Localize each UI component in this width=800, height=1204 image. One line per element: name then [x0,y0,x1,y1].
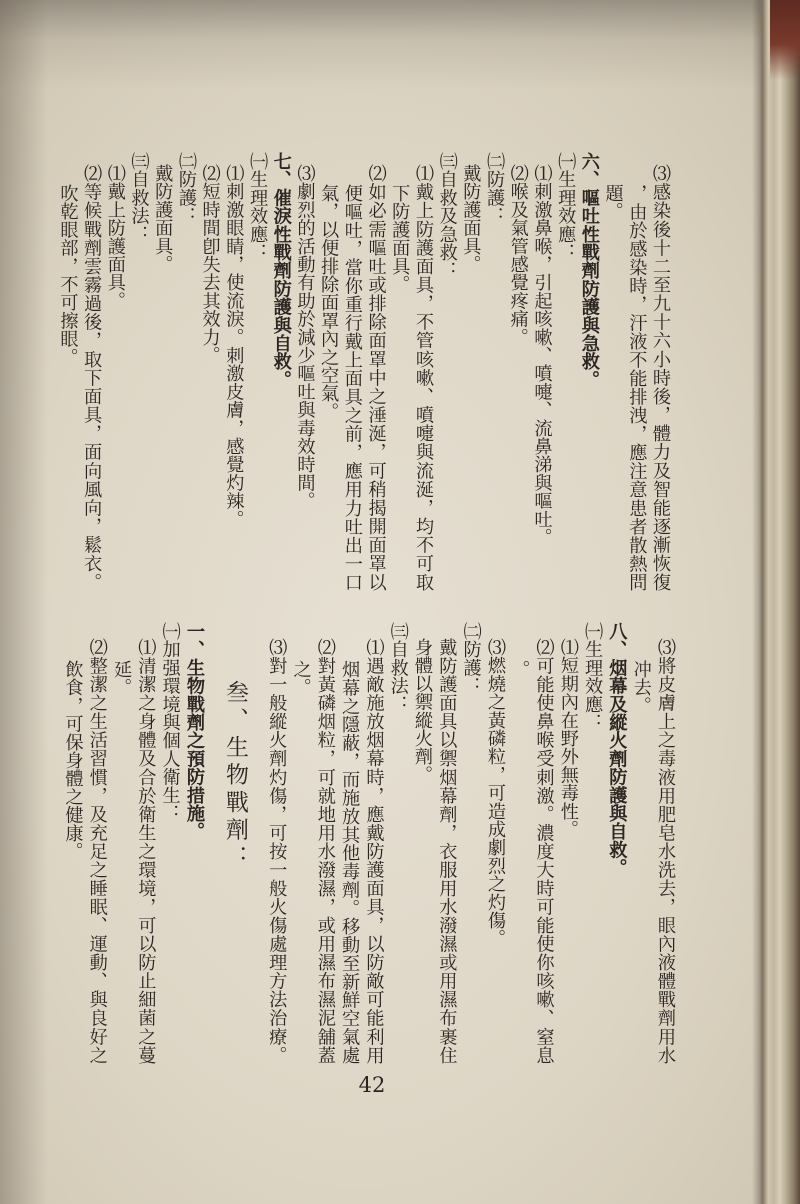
continuation-line: 飲食，可保身體之健康。 [62,660,84,861]
continuation-line: 氣，以便排除面罩內之空氣。 [318,184,340,421]
list-item-line: ⑵可能使鼻喉受刺激。濃度大時可能使你咳嗽、窒息 [533,638,555,1064]
subsection-label: ㈢自救法： [128,152,150,243]
subsection-label: ㈠加强環境與個人衛生： [159,622,181,823]
continuation-line: 。 [509,660,531,679]
continuation-line: 之。 [290,660,312,697]
subsection-label: ㈡防護： [484,152,506,225]
continuation-line: ，由於感染時，汗液不能排洩，應注意患者散熱問 [626,184,648,591]
list-item-line: ⑴刺激鼻喉，引起咳嗽、噴嚏、流鼻涕與嘔吐。 [531,164,553,547]
continuation-line: 下防護面具。 [389,184,411,294]
list-item-line: ⑴戴上防護面具。 [104,164,126,310]
list-item-line: ⑶對一般縱火劑灼傷，可按一般火傷處理方法治療。 [266,638,288,1064]
lower-text-block [60,620,677,1064]
chapter-heading: 叁、生物戰劑： [221,680,248,873]
subsection-label: ㈠生理效應： [247,152,269,262]
subsection-label: ㈠生理效應： [555,152,577,262]
list-item-line: ⑴遇敵施放烟幕時，應戴防護面具，以防敵可能利用 [363,638,385,1064]
list-item-line: ⑶燃燒之黃磷粒，可造成劇烈之灼傷。 [484,638,506,948]
page-number: 42 [358,1073,386,1097]
list-item-line: ⑵短時間卽失去其效力。 [199,164,221,365]
continuation-line: 延。 [111,660,133,697]
list-item-line: ⑵喉及氣管感覺疼痛。 [507,164,529,346]
continuation-line: 題。 [602,184,624,221]
subsection-label: ㈢自救法： [387,622,409,713]
list-item-line: ⑵如必需嘔吐或排除面罩中之涶涎，可稍揭開面罩以 [365,164,387,591]
list-item-line: ⑴刺激眼睛，使流淚。刺激皮膚，感覺灼辣。 [223,164,245,528]
continuation-line: 便嘔吐，當你重行戴上面具之前，應用力吐出一口 [341,184,363,591]
continuation-line: 冲去。 [630,660,652,715]
continuation-line: 烟幕之隱蔽，而施放其他毒劑。移動至新鮮空氣處 [339,660,361,1064]
continuation-line: 吹乾眼部，不可擦眼。 [57,184,79,366]
subsection-label: ㈡防護： [460,622,482,695]
list-item-line: ⑵整潔之生活習慣，及充足之睡眠、運動、與良好之 [86,638,108,1064]
section-heading: 一、生物戰劑之預防措施。 [183,622,205,841]
list-item-line: ⑵等候戰劑雲霧過後，取下面具，面向風向，鬆衣。 [81,164,103,591]
list-item-line: ⑶感染後十二至九十六小時後，體力及智能逐漸恢復 [650,164,671,591]
section-heading: 八、烟幕及縱火劑防護與自救。 [606,622,628,877]
body-line: 身體以禦縱火劑。 [412,638,434,784]
section-heading: 七、催淚性戰劑防護與自救。 [270,152,292,389]
list-item-line: ⑶將皮膚上之毒液用肥皂水洗去，眼內液體戰劑用水 [655,638,676,1064]
list-item-line: ⑴清潔之身體及合於衛生之環境，可以防止細菌之蔓 [135,638,157,1064]
list-item-line: ⑴短期內在野外無毒性。 [557,638,579,839]
body-line: 戴防護面具以禦烟幕劑，衣服用水潑濕或用濕布裹住 [436,638,458,1064]
list-item-line: ⑴戴上防護面具，不管咳嗽、噴嚏與流涎，均不可取 [412,164,434,591]
list-item-line: ⑵對黃磷烟粒，可就地用水潑濕，或用濕布濕泥舖蓋 [314,638,336,1064]
book-cover-corner [770,0,800,80]
body-line: 戴防護面具。 [460,164,482,274]
list-item-line: ⑶劇烈的活動有助於減少嘔吐與毒效時間。 [294,164,316,510]
subsection-label: ㈢自救及急救： [436,152,458,280]
subsection-label: ㈡防護： [175,152,197,225]
section-heading: 六、嘔吐性戰劑防護與急救。 [578,152,600,389]
subsection-label: ㈠生理效應： [582,622,604,732]
page-edge-right [752,0,800,1204]
body-line: 戴防護面具。 [152,164,174,274]
upper-text-block [56,150,672,591]
